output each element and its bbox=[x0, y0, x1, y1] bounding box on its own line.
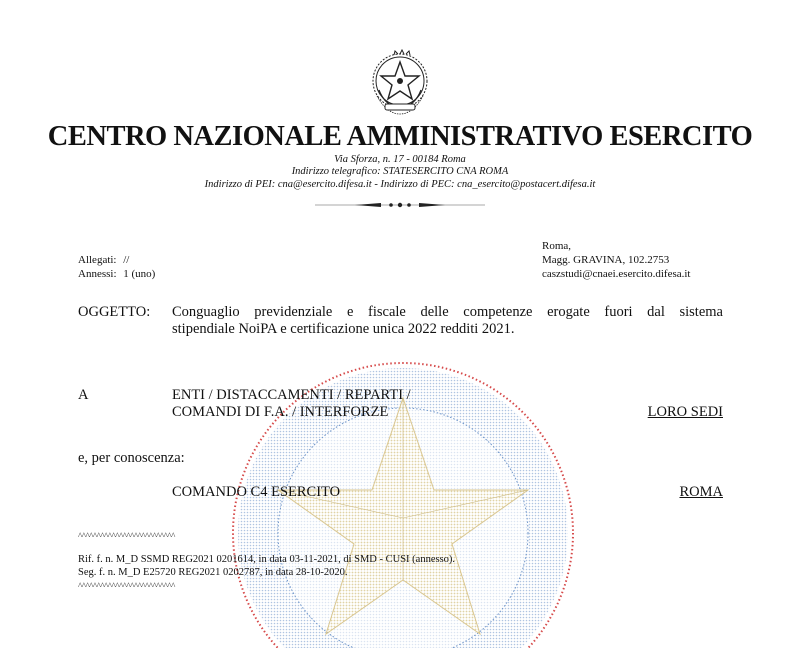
reference-separator-top: ^^^^^^^^^^^^^^^^^^^^^^^^^^ bbox=[78, 531, 175, 541]
contact-name: Magg. GRAVINA, 102.2753 bbox=[542, 254, 670, 266]
republic-emblem-icon bbox=[367, 48, 433, 118]
header-pei-pec-address: Indirizzo di PEI: cna@esercito.difesa.it - Indirizzo di PEC: cna_esercito@postacert.difesa.it bbox=[204, 179, 596, 190]
per-conoscenza-label: e, per conoscenza: bbox=[78, 450, 185, 466]
oggetto-line-2: stipendiale NoiPA e certificazione unica 2022 redditi 2021. bbox=[172, 321, 515, 337]
recipient-a-destination: LORO SEDI bbox=[647, 404, 723, 420]
reference-seg: Seg. f. n. M_D E25720 REG2021 0202787, in data 28-10-2020. bbox=[78, 567, 348, 578]
allegati-label: Allegati: bbox=[78, 254, 117, 266]
recipient-a-line-2: COMANDI DI F.A. / INTERFORZE bbox=[172, 404, 389, 420]
annessi-label: Annessi: bbox=[78, 268, 117, 280]
document-place: Roma, bbox=[542, 240, 572, 252]
header-address: Via Sforza, n. 17 - 00184 Roma bbox=[334, 154, 466, 165]
oggetto-line-1: Conguaglio previdenziale e fiscale delle competenze erogate fuori dal sistema bbox=[172, 304, 723, 320]
allegati-row bbox=[78, 253, 129, 267]
allegati-value: // bbox=[123, 254, 130, 266]
recipient-a-line-1: ENTI / DISTACCAMENTI / REPARTI / bbox=[172, 387, 411, 403]
recipient-a-label: A bbox=[78, 387, 89, 403]
annessi-value: 1 (uno) bbox=[123, 268, 156, 280]
annessi-row bbox=[78, 267, 155, 281]
organization-title: CENTRO NAZIONALE AMMINISTRATIVO ESERCITO bbox=[47, 121, 753, 152]
cc-recipient-destination: ROMA bbox=[679, 484, 723, 500]
contact-email: caszstudi@cnaei.esercito.difesa.it bbox=[542, 268, 691, 280]
header-ornament-divider bbox=[315, 198, 485, 212]
reference-rif: Rif. f. n. M_D SSMD REG2021 0201614, in data 03-11-2021, di SMD - CUSI (annesso). bbox=[78, 554, 456, 565]
oggetto-label: OGGETTO: bbox=[78, 304, 151, 320]
header-telegraph-address: Indirizzo telegrafico: STATESERCITO CNA ROMA bbox=[291, 166, 509, 177]
cc-recipient-name: COMANDO C4 ESERCITO bbox=[172, 484, 341, 500]
reference-separator-bottom: ^^^^^^^^^^^^^^^^^^^^^^^^^^ bbox=[78, 581, 175, 591]
